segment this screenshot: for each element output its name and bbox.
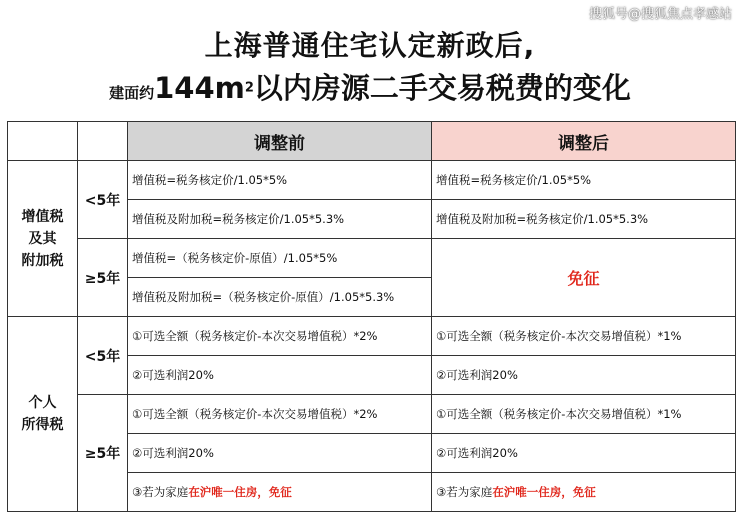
pit-ge5-before-3-prefix: ③若为家庭 <box>132 485 189 499</box>
title-prefix: 建面约 <box>109 84 155 102</box>
vat-ge5-after-exempt: 免征 <box>432 239 736 317</box>
pit-category-line-1: 个人 <box>28 395 57 411</box>
pit-ge5-after-3 <box>432 473 736 512</box>
vat-category-line-3: 附加税 <box>21 252 64 269</box>
vat-lt5-before-1: 增值税=税务核定价/1.05*5% <box>128 161 432 200</box>
pit-ge5-label: ≥5年 <box>78 395 128 512</box>
pit-lt5-label: <5年 <box>78 317 128 395</box>
table-row <box>8 395 736 434</box>
title-area: 144m <box>154 71 245 105</box>
header-blank-2 <box>78 122 128 161</box>
pit-lt5-before-1: ①可选全额（税务核定价-本次交易增值税）*2% <box>128 317 432 356</box>
title-area-sup: 2 <box>244 80 254 96</box>
vat-category-line-1: 增值税 <box>21 208 64 225</box>
pit-ge5-before-3-highlight: 在沪唯一住房，免征 <box>188 485 292 499</box>
pit-lt5-after-2: ②可选利润20% <box>432 356 736 395</box>
vat-lt5-after-1: 增值税=税务核定价/1.05*5% <box>432 161 736 200</box>
pit-category <box>8 317 78 512</box>
vat-lt5-label: <5年 <box>78 161 128 239</box>
table-row <box>8 317 736 356</box>
tax-comparison-table <box>7 121 736 512</box>
table-header-row <box>8 122 736 161</box>
pit-ge5-before-2: ②可选利润20% <box>128 434 432 473</box>
vat-category-line-2: 及其 <box>28 230 57 247</box>
pit-ge5-after-2: ②可选利润20% <box>432 434 736 473</box>
header-blank-1 <box>8 122 78 161</box>
table-row <box>8 161 736 200</box>
header-before: 调整前 <box>128 122 432 161</box>
title-suffix: 以内房源二手交易税费的变化 <box>253 71 631 105</box>
vat-ge5-before-2: 增值税及附加税=（税务核定价-原值）/1.05*5.3% <box>128 278 432 317</box>
title-line-1: 上海普通住宅认定新政后, <box>204 29 536 62</box>
pit-category-line-2: 所得税 <box>21 417 64 433</box>
pit-ge5-after-1: ①可选全额（税务核定价-本次交易增值税）*1% <box>432 395 736 434</box>
title-line-2 <box>0 66 740 107</box>
vat-category <box>8 161 78 317</box>
pit-ge5-before-3 <box>128 473 432 512</box>
vat-lt5-before-2: 增值税及附加税=税务核定价/1.05*5.3% <box>128 200 432 239</box>
watermark: 搜狐号@搜狐焦点孝感站 <box>588 7 732 22</box>
table-row <box>8 239 736 278</box>
pit-ge5-after-3-highlight: 在沪唯一住房，免征 <box>492 485 596 499</box>
pit-ge5-before-1: ①可选全额（税务核定价-本次交易增值税）*2% <box>128 395 432 434</box>
vat-lt5-after-2: 增值税及附加税=税务核定价/1.05*5.3% <box>432 200 736 239</box>
header-after: 调整后 <box>432 122 736 161</box>
pit-ge5-after-3-prefix: ③若为家庭 <box>436 485 493 499</box>
pit-lt5-before-2: ②可选利润20% <box>128 356 432 395</box>
vat-ge5-before-1: 增值税=（税务核定价-原值）/1.05*5% <box>128 239 432 278</box>
pit-lt5-after-1: ①可选全额（税务核定价-本次交易增值税）*1% <box>432 317 736 356</box>
vat-ge5-label: ≥5年 <box>78 239 128 317</box>
